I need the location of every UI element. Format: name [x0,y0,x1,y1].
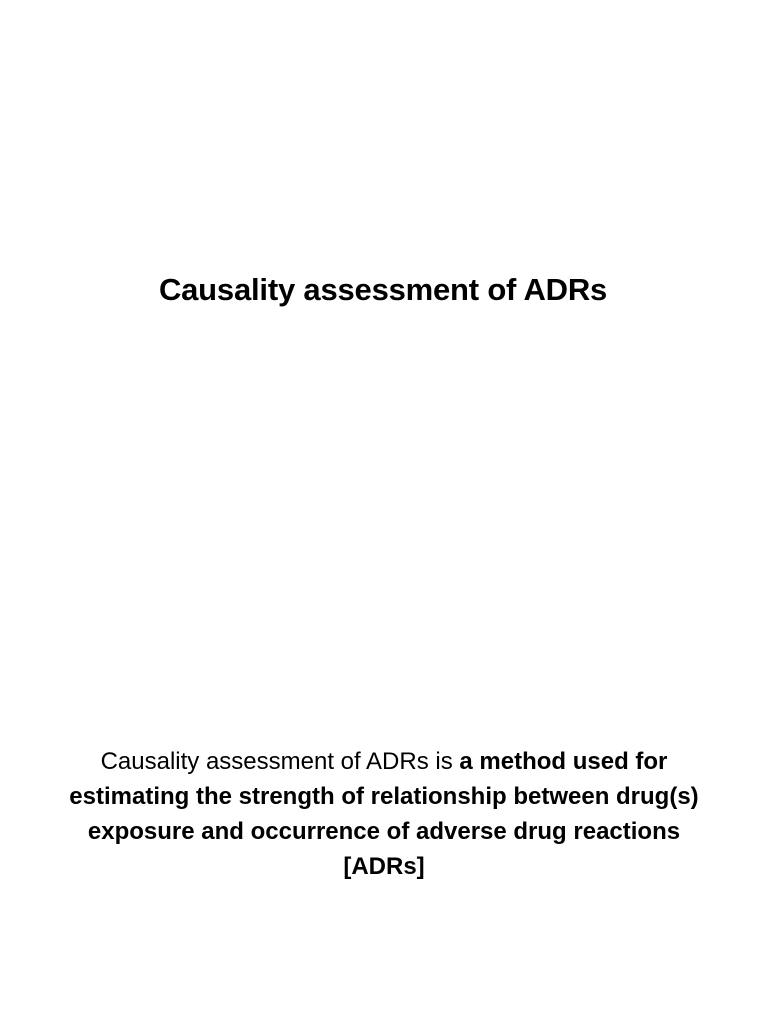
page-title-text: Causality assessment of ADRs [158,272,608,307]
page-title [0,268,768,312]
definition-lead: Causality assessment of ADRs is [100,748,460,775]
definition-paragraph [60,744,708,884]
definition-emphasis: a method used for estimating the strength of relationship between drug(s) exposure and occurrence of adverse drug reactions [ADRs] [69,748,699,880]
